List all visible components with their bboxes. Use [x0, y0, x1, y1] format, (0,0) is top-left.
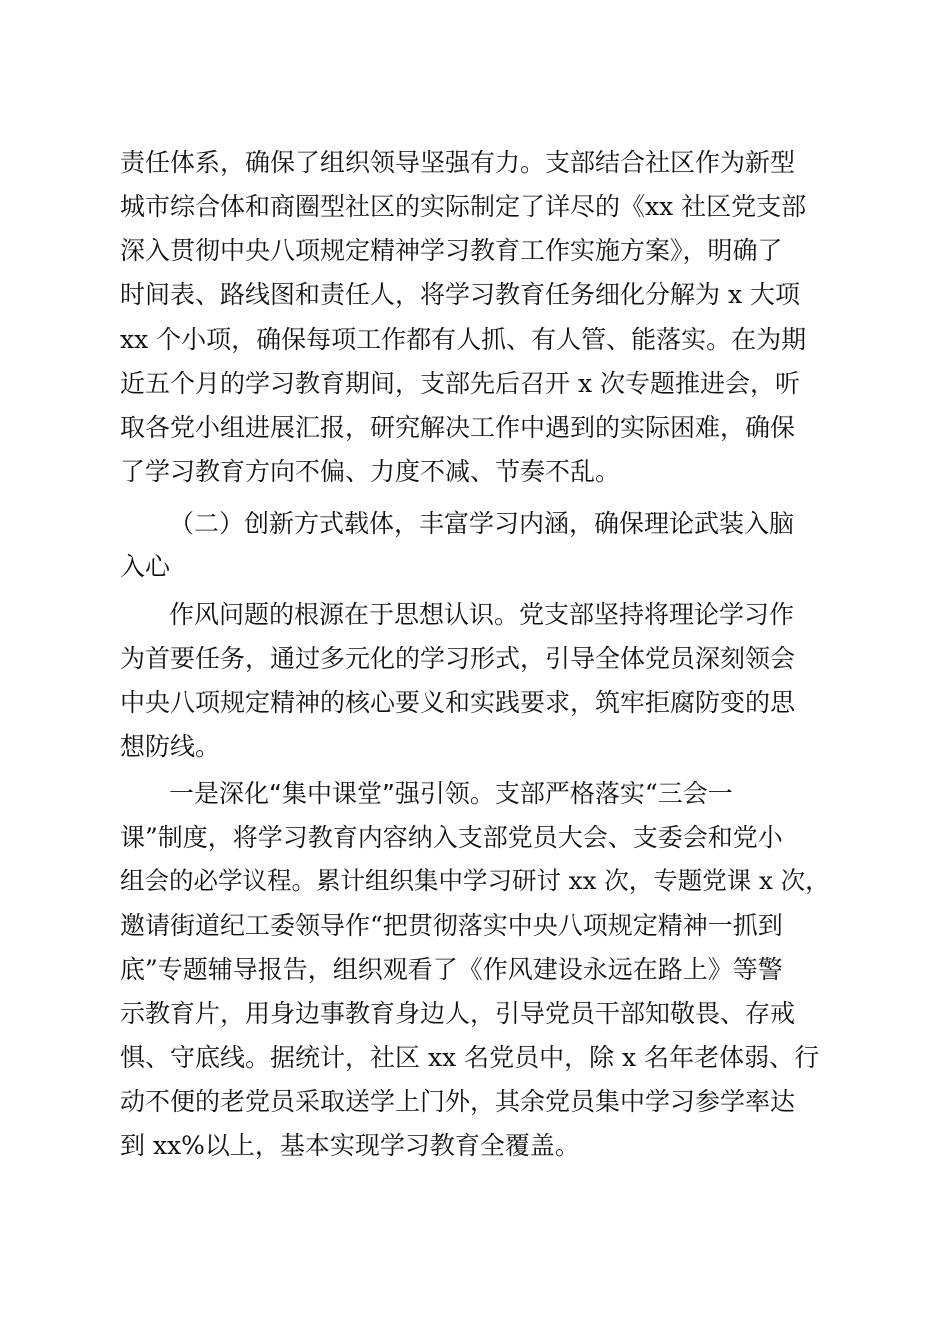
- paragraph-2-line-1: 作风问题的根源在于思想认识。党支部坚持将理论学习作: [169, 600, 795, 629]
- paragraph-3-first-line-rest: 支部严格落实“三会一: [494, 779, 733, 808]
- paragraph-3-line-5: 底”专题辅导报告，组织观看了《作风建设永远在路上》等警: [120, 955, 783, 984]
- paragraph-2-line-3: 中央八项规定精神的核心要义和实践要求，筑牢拒腐防变的思: [120, 688, 796, 717]
- paragraph-3-line-3: 组会的必学议程。累计组织集中学习研讨 xx 次，专题党课 x 次，: [120, 866, 830, 895]
- section-heading-line-2: 入心: [120, 552, 171, 581]
- paragraph-3-line-8: 动不便的老党员采取送学上门外，其余党员集中学习参学率达: [120, 1087, 796, 1116]
- paragraph-1-line-3: 深入贯彻中央八项规定精神学习教育工作实施方案》，明确了: [120, 236, 783, 265]
- paragraph-3-line-9: 到 xx%以上，基本实现学习教育全覆盖。: [120, 1131, 580, 1160]
- paragraph-3-line-1: [169, 781, 733, 806]
- paragraph-1-line-1: 责任体系，确保了组织领导坚强有力。支部结合社区作为新型: [120, 148, 796, 177]
- paragraph-1-line-7: 取各党小组进展汇报，研究解决工作中遇到的实际困难，确保: [120, 413, 796, 442]
- paragraph-1-line-5: xx 个小项，确保每项工作都有人抓、有人管、能落实。在为期: [120, 325, 807, 354]
- section-heading-line-1: （二）创新方式载体，丰富学习内涵，确保理论武装入脑: [169, 509, 795, 538]
- paragraph-1-line-8: 了学习教育方向不偏、力度不减、节奏不乱。: [120, 457, 621, 486]
- paragraph-3-line-7: 惧、守底线。据统计，社区 xx 名党员中，除 x 名年老体弱、行: [120, 1043, 820, 1072]
- paragraph-1-line-4: 时间表、路线图和责任人，将学习教育任务细化分解为 x 大项: [120, 280, 800, 309]
- paragraph-3-line-2: 课”制度，将学习教育内容纳入支部党员大会、支委会和党小: [120, 823, 783, 852]
- paragraph-3-line-6: 示教育片，用身边事教育身边人，引导党员干部知敬畏、存戒: [120, 999, 796, 1028]
- paragraph-2-line-2: 为首要任务，通过多元化的学习形式，引导全体党员深刻领会: [120, 644, 796, 673]
- paragraph-2-line-4: 想防线。: [120, 732, 221, 761]
- paragraph-1-line-2: 城市综合体和商圈型社区的实际制定了详尽的《xx 社区党支部: [120, 192, 807, 221]
- paragraph-3-line-4: 邀请街道纪工委领导作“把贯彻落实中央八项规定精神一抓到: [120, 911, 783, 940]
- paragraph-1-line-6: 近五个月的学习教育期间，支部先后召开 x 次专题推进会，听: [120, 369, 800, 398]
- paragraph-3-lead-in: 一是深化“集中课堂”强引领。: [169, 779, 495, 808]
